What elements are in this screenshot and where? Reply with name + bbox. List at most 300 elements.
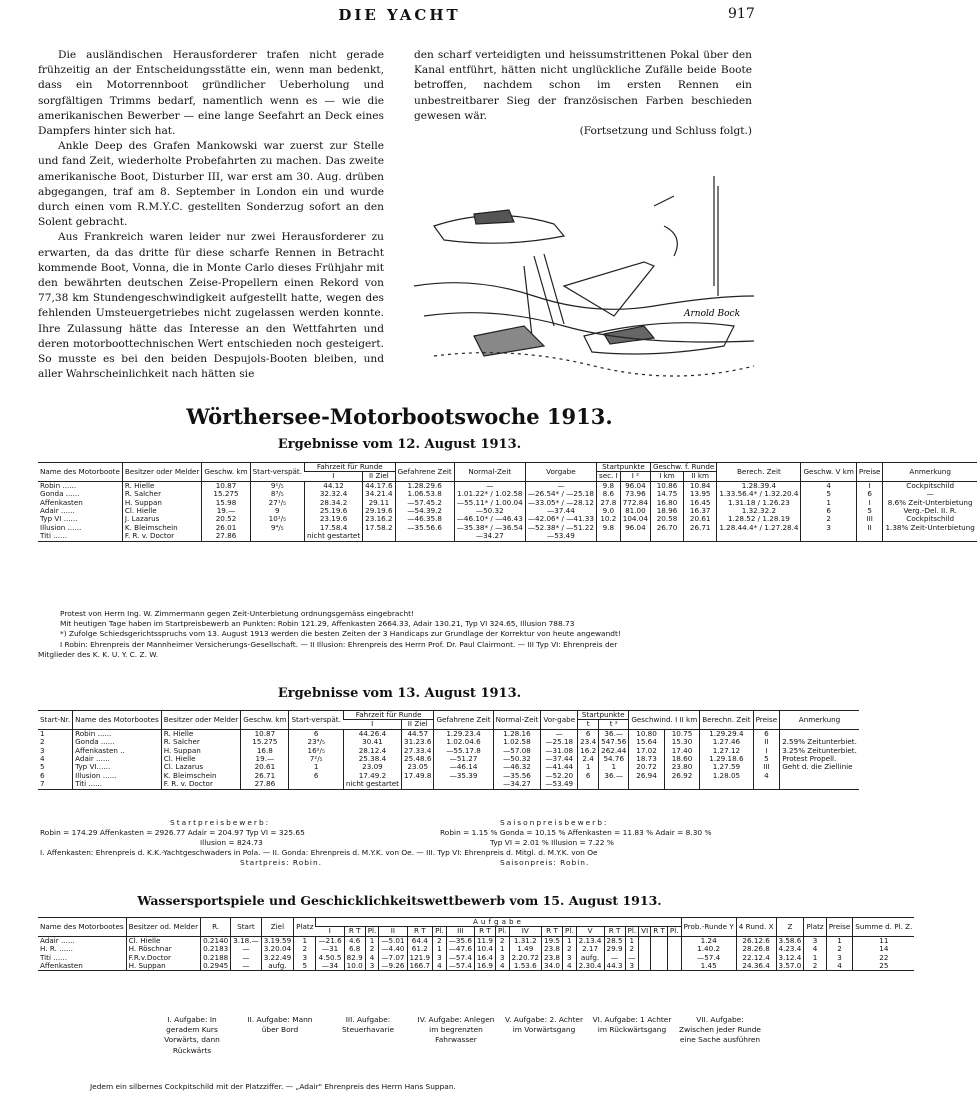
table-cell: 16.4 xyxy=(474,954,495,962)
table-cell: Titi ...... xyxy=(38,532,122,541)
table-cell: —46.32 xyxy=(493,763,541,771)
table-cell: 1 xyxy=(563,936,577,945)
table-cell: —26.54* / —25.18 xyxy=(525,490,596,498)
table-cell: 1.45 xyxy=(681,962,736,971)
table-cell: 16.45 xyxy=(684,499,717,507)
saison-winner: Saisonpreis: Robin. xyxy=(500,858,590,868)
task-description: II. Aufgabe: Mann über Bord xyxy=(247,1015,313,1035)
table-cell: 4 xyxy=(804,945,826,953)
table-row xyxy=(38,772,859,780)
table-cell: Protest Propell. xyxy=(780,755,859,763)
table-cell: Adair ...... xyxy=(73,755,162,763)
table-cell: 26.12.6 xyxy=(736,936,776,945)
table-row xyxy=(38,499,977,507)
table-cell xyxy=(667,962,681,971)
table-cell xyxy=(753,780,780,789)
table-cell: 2 xyxy=(826,945,853,953)
table-cell: 3.57.0 xyxy=(776,962,804,971)
table-cell: 15.275 xyxy=(202,490,250,498)
table-cell: 27.86 xyxy=(241,780,289,789)
table-cell: Robin ...... xyxy=(40,480,77,490)
table-cell: 1.28.29.6 xyxy=(395,481,454,490)
table-cell: III xyxy=(856,515,883,523)
table-cell xyxy=(395,532,454,541)
article-paragraph: Aus Frankreich waren leider nur zwei Herausforderer zu erwarten, da das dritte für diese scharfe Rennen in Betracht kommende Boot, Vonna, die in Monte Carlo dieses Frühjahr mit den bewährten deutschen Zeise-Propellern einen Rekord von 77,38 km Stundengeschwindigkeit aufgestellt hatte, wegen des fehlenden Umsteuergetriebes nicht zugelassen werden konnte. Ihre Zulassung hätte das Interesse an den Wettfahrten und deren motorboottechnischen Wert entschieden noch gesteigert. So musste es bei den beiden Despujols-Booten bleiben, und aller Wahrscheinlichkeit nach hätten sie xyxy=(38,231,384,381)
table-cell: —54.39.2 xyxy=(395,507,454,515)
table-cell: —34.27 xyxy=(454,532,525,541)
race12-title: Ergebnisse vom 12. August 1913. xyxy=(277,437,522,452)
table-row xyxy=(38,962,914,971)
table-cell xyxy=(629,780,664,789)
table-cell: 31.23.6 xyxy=(402,738,434,746)
table-cell: — xyxy=(625,954,639,962)
table-cell: 44.26.4 xyxy=(343,729,401,738)
table-cell: 4 xyxy=(433,962,447,971)
table-cell: K. Bleimschein xyxy=(122,524,202,532)
table-cell: —5.01 xyxy=(379,936,407,945)
col-header: t xyxy=(578,720,599,729)
table-cell: 26.71 xyxy=(241,772,289,780)
table-cell: —51.27 xyxy=(434,755,493,763)
col-header: Berechn. Zeit xyxy=(700,711,753,730)
table-cell: 4 xyxy=(753,772,780,780)
col-header: II km xyxy=(684,472,717,481)
saison-line: Robin = 1.15 % Gonda = 10.15 % Affenkasten = 11.83 % Adair = 8.30 % xyxy=(440,828,712,837)
table-cell: Affenkasten xyxy=(38,962,126,971)
col-header: Vorgabe xyxy=(525,463,596,482)
col-header: Gefahrene Zeit xyxy=(434,711,493,730)
table-cell: 17.49.8 xyxy=(402,772,434,780)
table-cell: R T xyxy=(651,927,668,936)
table-cell: R T xyxy=(407,927,433,936)
col-header: II Ziel xyxy=(363,472,395,481)
table-cell xyxy=(651,936,668,945)
table-cell: 3 xyxy=(826,954,853,962)
table-cell: 5 xyxy=(294,962,316,971)
col-header: Aufgabe xyxy=(316,918,681,927)
table-cell xyxy=(363,532,395,541)
table-cell: 11 xyxy=(853,936,915,945)
table-cell: —46.35.8 xyxy=(395,515,454,523)
col-header: Geschw. km xyxy=(202,463,250,482)
table-cell: 10.0 xyxy=(344,962,365,971)
table-cell: 22.12.4 xyxy=(736,954,776,962)
table-cell: 3 xyxy=(563,954,577,962)
startpreis-line: Robin = 174.29 Affenkasten = 2926.77 Adair = 204.97 Typ VI = 325.65 xyxy=(40,828,305,837)
table-cell: 18.96 xyxy=(650,507,683,515)
table-cell: 44.12 xyxy=(305,481,363,490)
table-cell: Illusion ...... xyxy=(40,522,82,532)
table-cell: 3.18.— xyxy=(231,936,261,945)
col-header: Geschw. f. Runde xyxy=(650,463,716,472)
table-cell: 5 xyxy=(856,507,883,515)
table-cell: 44.57 xyxy=(402,729,434,738)
table-cell: 10.87 xyxy=(241,729,289,738)
table-cell: 28.12.4 xyxy=(343,747,401,755)
table-cell: 7 xyxy=(38,780,73,789)
table-cell: I xyxy=(753,747,780,755)
table-cell: 1.38% Zeit-Unterbietung xyxy=(883,524,977,532)
table-cell: 4 xyxy=(495,962,509,971)
table-cell: 19.— xyxy=(241,755,289,763)
table-cell: Titi ...... xyxy=(73,780,162,789)
table-cell: 23.8 xyxy=(542,945,563,953)
table-cell: 4.6 xyxy=(344,936,365,945)
table-cell: 17.40 xyxy=(664,747,699,755)
col-header: Z xyxy=(776,918,804,937)
table-cell: 10.87 xyxy=(202,481,250,490)
table-cell: —46.14 xyxy=(434,763,493,771)
table-cell: 20.52 xyxy=(202,515,250,523)
table-cell: 1.02.04.6 xyxy=(434,738,493,746)
table-cell: 25.48.6 xyxy=(402,755,434,763)
table-cell xyxy=(780,772,859,780)
table-cell: 2 xyxy=(294,945,316,953)
col-header: Besitzer oder Melder xyxy=(161,711,241,730)
col-header: Vor-gabe xyxy=(541,711,578,730)
table-cell: 1.40.2 xyxy=(681,945,736,953)
table-cell: 16.80 xyxy=(650,499,683,507)
col-header: Start-verspät. xyxy=(289,711,343,730)
task-description: VII. Aufgabe: Zwischen jeder Runde eine Sache ausführen xyxy=(679,1015,761,1045)
table-cell: 8.6% Zeit-Unterbietung xyxy=(883,499,977,507)
col-header: Start-Nr. xyxy=(38,711,73,730)
table-cell: I xyxy=(856,499,883,507)
task-description: V. Aufgabe: 2. Achter im Vorwärtsgang xyxy=(505,1015,583,1035)
col-header: Preise xyxy=(753,711,780,730)
table-cell: 1 xyxy=(826,936,853,945)
table-row xyxy=(38,524,977,532)
table-cell: 104.04 xyxy=(620,515,650,523)
table-cell: I xyxy=(856,481,883,490)
col-header: Start xyxy=(231,918,261,937)
table-cell: — xyxy=(883,490,977,498)
table-cell: 0.2945 xyxy=(201,962,231,971)
table-cell: 7²/₅ xyxy=(289,755,343,763)
table-cell: 1.33.56.4* / 1.32.20.4 xyxy=(717,490,801,498)
table-cell: 1.24 xyxy=(681,936,736,945)
motorboat-sketch-icon xyxy=(414,166,754,376)
col-header: Ziel xyxy=(261,918,293,937)
table-cell: 6 xyxy=(578,729,599,738)
table-cell xyxy=(250,532,304,541)
saison-line: Typ VI = 2.01 % Illusion = 7.22 % xyxy=(490,838,614,847)
table-cell: 9 xyxy=(250,507,304,515)
table-cell: 17.58.4 xyxy=(305,524,363,532)
col-header: Name des Motorbootes xyxy=(73,711,162,730)
table-cell: 13.95 xyxy=(684,490,717,498)
table-cell: Gonda ...... xyxy=(73,738,162,746)
table-cell: —50.32 xyxy=(454,507,525,515)
table-cell: VI xyxy=(639,927,651,936)
table-cell: IV xyxy=(509,927,541,936)
article-paragraph: Die ausländischen Herausforderer trafen nicht gerade frühzeitig an der Entscheidungsstätte ein, wenn man bedenkt, dass ein Motorrennboot gründlicher Ueberholung und sorgfältigen Trimms bedarf, namentlich wenn es — wie die amerikanischen Bewerber — eine lange Seefahrt an Deck eines Dampfers hinter sich hat. xyxy=(38,49,384,138)
col-header: Normal-Zeit xyxy=(493,711,541,730)
table-cell: — xyxy=(541,729,578,738)
table-cell: 10.75 xyxy=(664,729,699,738)
table-cell: —35.38* / —36.54 xyxy=(454,524,525,532)
col-header: Platz xyxy=(804,918,826,937)
table-cell: 11.9 xyxy=(474,936,495,945)
table-cell: 3 xyxy=(625,962,639,971)
table-cell: —33.05* / —28.12 xyxy=(525,499,596,507)
table-cell: — xyxy=(231,962,261,971)
table-cell: 16.9 xyxy=(474,962,495,971)
table-cell: aufg. xyxy=(576,954,604,962)
table-cell: —31.08 xyxy=(541,747,578,755)
table-cell xyxy=(578,780,599,789)
table-cell: 4 xyxy=(365,954,379,962)
table-row xyxy=(38,780,859,789)
table-cell: 10.84 xyxy=(684,481,717,490)
table-cell: 9.8 xyxy=(596,481,620,490)
table-cell: 1.01.22* / 1.02.58 xyxy=(454,490,525,498)
table-cell: —35.56.6 xyxy=(395,524,454,532)
col-header: Fahrzeit für Runde xyxy=(305,463,396,472)
table-cell: Titi ...... xyxy=(40,952,67,962)
table-cell: 28.5 xyxy=(604,936,625,945)
table-row xyxy=(38,532,977,541)
table-cell: 30.41 xyxy=(343,738,401,746)
table-cell: 23.80 xyxy=(664,763,699,771)
table-cell: 29.11 xyxy=(363,499,395,507)
table-cell: H. Suppan xyxy=(122,499,202,507)
col-header: I xyxy=(343,720,401,729)
table-cell: Geht d. die Ziellinie xyxy=(780,763,859,771)
table-cell: 19.— xyxy=(202,507,250,515)
table-cell: 14.75 xyxy=(650,490,683,498)
table-cell: Cockpitschild xyxy=(883,515,977,523)
col-header: Fahrzeit für Runde xyxy=(343,711,434,720)
table-cell: 9.8 xyxy=(596,524,620,532)
race12-notes xyxy=(38,609,621,660)
table-cell: 1.28.16 xyxy=(493,729,541,738)
note-line: Mitglieder des K. K. U. Y. C. Z. W. xyxy=(38,649,159,659)
table-cell: 1.29.29.4 xyxy=(700,729,753,738)
table-cell: 5 xyxy=(801,490,856,498)
table-cell: 3.22.49 xyxy=(261,954,293,962)
table-cell: V xyxy=(576,927,604,936)
table-cell: 1.29.18.6 xyxy=(700,755,753,763)
page-header-title: DIE YACHT xyxy=(338,6,461,24)
note-line: Mit heutigen Tage haben im Startpreisbewerb an Punkten: Robin 121.29, Affenkasten 2664.33, Adair 130.21, Typ VI 324.65, Illusion 788.73 xyxy=(60,619,575,629)
table-cell xyxy=(651,945,668,953)
table-cell: 0.2188 xyxy=(201,954,231,962)
table-cell: 9⁴/₅ xyxy=(250,524,304,532)
table-cell: 3 xyxy=(365,962,379,971)
table-cell: — xyxy=(231,954,261,962)
table-cell: 2 xyxy=(804,962,826,971)
col-header: 4 Rund. X xyxy=(736,918,776,937)
table-cell: 6 xyxy=(856,490,883,498)
table-cell: 1.02.58 xyxy=(493,738,541,746)
table-cell: —57.45.2 xyxy=(395,499,454,507)
table-cell: nicht gestartet xyxy=(343,780,401,789)
table-cell: 36.— xyxy=(599,772,629,780)
table-cell: H. Suppan xyxy=(126,962,200,971)
table-cell: 29.9 xyxy=(604,945,625,953)
page-number: 917 xyxy=(728,6,755,22)
table-cell: 0.2140 xyxy=(201,936,231,945)
table-cell xyxy=(639,945,651,953)
table-cell: 29.19.6 xyxy=(363,507,395,515)
table-cell: —52.38* / —51.22 xyxy=(525,524,596,532)
table-cell xyxy=(639,954,651,962)
table-cell: 4.50.5 xyxy=(316,954,344,962)
table-cell: 1 xyxy=(433,945,447,953)
table-cell: 26.94 xyxy=(629,772,664,780)
table-cell: 23.4 xyxy=(578,738,599,746)
table-cell: 20.72 xyxy=(629,763,664,771)
table-cell: —37.44 xyxy=(541,755,578,763)
table-cell: 3.58.6 xyxy=(776,936,804,945)
col-header: Prob.-Runde Y xyxy=(681,918,736,937)
table-cell: 3 xyxy=(495,954,509,962)
table-cell: —25.18 xyxy=(541,738,578,746)
table-cell xyxy=(402,780,434,789)
table-cell xyxy=(596,532,620,541)
table-cell: 6 xyxy=(753,729,780,738)
table-cell: 96.04 xyxy=(620,524,650,532)
table-cell: 1.28.52 / 1.28.19 xyxy=(717,515,801,523)
table-cell: —57.4 xyxy=(681,954,736,962)
table-cell: R. Hielle xyxy=(161,729,241,738)
table-cell xyxy=(289,780,343,789)
table-cell: 1.27.46 xyxy=(700,738,753,746)
race15-title: Wassersportspiele und Geschicklichkeitswettbewerb vom 15. August 1913. xyxy=(137,893,662,908)
table-cell: 2.4 xyxy=(578,755,599,763)
col-header: R. xyxy=(201,918,231,937)
table-cell: 9.0 xyxy=(596,507,620,515)
table-cell: 1.28.05 xyxy=(700,772,753,780)
table-cell xyxy=(639,936,651,945)
table-cell: 54.76 xyxy=(599,755,629,763)
col-header: Startpunkte xyxy=(596,463,650,472)
table-cell: 3.19.59 xyxy=(261,936,293,945)
table-cell xyxy=(856,532,883,541)
table-cell: Pl. xyxy=(563,927,577,936)
table-cell: Pl. xyxy=(433,927,447,936)
race15-footer: Jedem ein silbernes Cockpitschild mit der Platzziffer. — „Adair" Ehrenpreis des Herrn Hans Suppan. xyxy=(90,1082,456,1091)
article-paragraph: den scharf verteidigten und heissumstrittenen Pokal über den Kanal entführt, hätten nicht unglückliche Zufälle beide Boote betroffen, nachdem schon im ersten Rennen ein unbestreitbarer Sieg der französischen Farben beschieden gewesen wär. xyxy=(414,49,752,122)
table-cell: 1 xyxy=(801,499,856,507)
table-cell: 1.31.18 / 1.26.23 xyxy=(717,499,801,507)
col-header: Preise xyxy=(826,918,853,937)
table-cell: 4 xyxy=(563,962,577,971)
table-cell: 1 xyxy=(289,763,343,771)
table-cell: —31 xyxy=(316,945,344,953)
table-cell: Pl. xyxy=(667,927,681,936)
col-header: II Ziel xyxy=(402,720,434,729)
col-header: t ² xyxy=(599,720,629,729)
table-cell: 1 xyxy=(804,954,826,962)
table-cell: II xyxy=(379,927,407,936)
startpreis-winner: Startpreis: Robin. xyxy=(240,858,323,868)
table-cell: 27.86 xyxy=(202,532,250,541)
table-cell: H. Röschnar xyxy=(126,945,200,953)
table-cell: Cl. Hielle xyxy=(161,755,241,763)
table-cell: 2.13.4 xyxy=(576,936,604,945)
table-cell: 17.49.2 xyxy=(343,772,401,780)
table-cell: 1 xyxy=(625,936,639,945)
table-cell: 4 xyxy=(801,481,856,490)
table-cell: 1.27.59 xyxy=(700,763,753,771)
table-cell: 17.58.2 xyxy=(363,524,395,532)
table-cell xyxy=(651,954,668,962)
table-cell: 2 xyxy=(40,737,45,747)
table-cell: 10.4 xyxy=(474,945,495,953)
table-cell: R. Hielle xyxy=(122,481,202,490)
table-cell: Robin ...... xyxy=(73,729,162,738)
table-cell: 64.4 xyxy=(407,936,433,945)
table-cell: 121.9 xyxy=(407,954,433,962)
col-header: Startpunkte xyxy=(578,711,629,720)
table-cell: 2 xyxy=(625,945,639,953)
table-cell: 3 xyxy=(804,936,826,945)
table-cell: 3 xyxy=(433,954,447,962)
startpreis-line: Illusion = 824.73 xyxy=(200,838,263,847)
table-cell: 262.44 xyxy=(599,747,629,755)
table-cell: 0.2183 xyxy=(201,945,231,953)
table-cell: 73.96 xyxy=(620,490,650,498)
table-cell: K. Bleimschein xyxy=(161,772,241,780)
table-cell: 82.9 xyxy=(344,954,365,962)
col-header: I ² xyxy=(620,472,650,481)
table-cell: 1.49 xyxy=(509,945,541,953)
table-cell: II xyxy=(753,738,780,746)
article-right-column xyxy=(414,48,752,139)
table-cell: 4.23.4 xyxy=(776,945,804,953)
table-cell: —9.26 xyxy=(379,962,407,971)
table-cell: —55.11* / 1.00.04 xyxy=(454,499,525,507)
table-cell: 15.275 xyxy=(241,738,289,746)
table-cell: 2 xyxy=(563,945,577,953)
task-description: VI. Aufgabe: 1 Achter im Rückwärtsgang xyxy=(592,1015,672,1035)
table-cell: 23⁴/₅ xyxy=(289,738,343,746)
table-cell: —41.44 xyxy=(541,763,578,771)
table-cell: III xyxy=(753,763,780,771)
col-header: Besitzer oder Melder xyxy=(122,463,202,482)
table-cell xyxy=(780,780,859,789)
table-cell: Adair ...... xyxy=(40,935,75,945)
table-cell: 6 xyxy=(578,772,599,780)
table-cell: Affenkasten .. xyxy=(73,747,162,755)
col-header: Geschw. V km xyxy=(801,463,856,482)
table-cell: —47.6 xyxy=(446,945,474,953)
task-description: IV. Aufgabe: Anlegen im begrenzten Fahrwasser xyxy=(417,1015,495,1045)
table-cell: 18.60 xyxy=(664,755,699,763)
main-title: Wörthersee-Motorbootswoche 1913. xyxy=(186,404,613,429)
table-cell: 6 xyxy=(289,729,343,738)
saison-title: Saisonpreisbewerb: xyxy=(500,818,609,827)
col-header: Berech. Zeit xyxy=(717,463,801,482)
col-header: Platz xyxy=(294,918,316,937)
honors-line: I. Affenkasten: Ehrenpreis d. K.K.-Yachtgeschwaders in Pola. — II. Gonda: Ehrenpreis d. M.Y.K. von Oe. — III. Typ VI: Ehrenpreis d. Mitgl. d. M.Y.K. von Oe xyxy=(40,848,598,857)
table-cell: Pl. xyxy=(495,927,509,936)
table-cell: — xyxy=(454,481,525,490)
col-header: Start-verspät. xyxy=(250,463,304,482)
table-cell: 2.17 xyxy=(576,945,604,953)
table-cell: 16.2 xyxy=(578,747,599,755)
table-cell xyxy=(717,532,801,541)
table-cell: —52.20 xyxy=(541,772,578,780)
table-cell: Pl. xyxy=(365,927,379,936)
table-cell: 16²/₅ xyxy=(289,747,343,755)
table-cell: —37.44 xyxy=(525,507,596,515)
table-cell: 1.29.23.4 xyxy=(434,729,493,738)
col-header: Name des Motorbootes xyxy=(38,918,126,937)
table-cell: 28.26.8 xyxy=(736,945,776,953)
